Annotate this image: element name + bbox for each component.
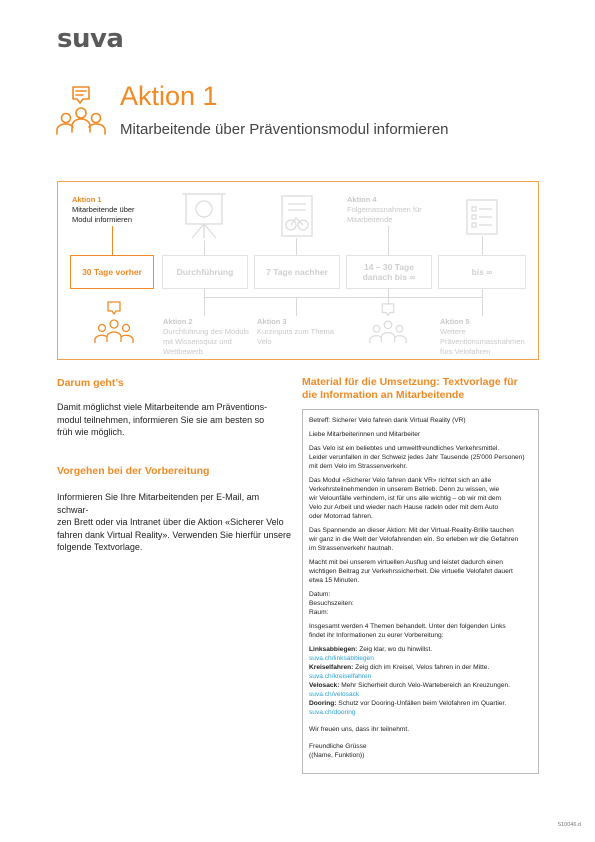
action-text: Kurzinputs zum Thema Velo	[257, 327, 334, 346]
letter-greeting: Liebe Mitarbeiterinnen und Mitarbeiter	[309, 431, 421, 438]
document-code: S10046.d	[557, 822, 581, 828]
letter-paragraph-2: Das Modul «Sicherer Velo fahren dank VR» richtet sich an alle Verkehrsteilnehmenden in unserem Betrieb. Denn zu wissen, wie wir Velounfälle verhindern, ist für uns alle wichtig – ob wir mit dem Velo zur Arbeit und wieder nach Hause radeln oder mit dem Auto oder Motorrad fahren.	[309, 477, 502, 520]
section-text-vorgehen	[57, 491, 292, 554]
link-linksabbiegen[interactable]: suva.ch/linksabbiegen	[309, 655, 374, 662]
presentation-board-icon	[182, 188, 226, 240]
action-text: Weitere Präventionsmassnahmen fürs Velofahren	[440, 327, 525, 356]
link-kreiselfahren[interactable]: suva.ch/kreiselfahren	[309, 673, 372, 680]
letter-paragraph-3: Das Spannende an dieser Aktion: Mit der Virtual-Reality-Brille tauchen wir ganz in die Welt der Velofahrenden ein. So erleben wir die Gefahren im Strassenverkehr hautnah.	[309, 527, 519, 552]
section-title-vorgehen: Vorgehen bei der Vorbereitung	[57, 465, 210, 477]
connector-line	[204, 289, 205, 316]
link-dooring[interactable]: suva.ch/dooring	[309, 709, 356, 716]
text-line: früh wie möglich.	[57, 427, 125, 437]
text-line: modul teilnehmen, informieren Sie sie am besten so	[57, 414, 265, 425]
step-30-tage-vorher: 30 Tage vorher	[70, 255, 154, 289]
material-title	[302, 376, 539, 402]
letter-paragraph-1: Das Velo ist ein beliebtes und umweltfreundliches Verkehrsmittel. Leider verunfallen in der Schweiz jedes Jahr Tausende (25'000 Personen) mit dem Velo im Strassenverkehr.	[309, 445, 525, 470]
action-title: Aktion 3	[257, 317, 287, 326]
step-durchfuehrung: Durchführung	[162, 255, 248, 289]
step-label-line1: 14 – 30 Tage	[364, 262, 414, 272]
action-text: Durchführung des Moduls mit Wissensquiz und Wettbewerb	[163, 327, 249, 356]
title-line: die Information an Mitarbeitende	[302, 389, 465, 401]
letter-paragraph-5: Insgesamt werden 4 Themen behandelt. Unter den folgenden Links findet ihr Informationen zu eurer Vorbereitung:	[309, 623, 506, 639]
section-title-darum: Darum geht’s	[57, 377, 124, 389]
page-title: Aktion 1	[120, 81, 218, 111]
letter-paragraph-4: Macht mit bei unserem virtuellen Ausflug und leistet dadurch einen wichtigen Beitrag zur Verkehrssicherheit. Die virtuelle Velofahrt dauert etwa 15 Minuten.	[309, 559, 513, 584]
people-speech-icon	[368, 302, 408, 344]
action-timeline	[57, 181, 539, 360]
suva-logo: suva	[57, 24, 124, 54]
action-title: Aktion 1	[72, 195, 102, 204]
letter-regards: Freundliche Grüsse ((Name, Funktion))	[309, 743, 367, 759]
action-title: Aktion 4	[347, 195, 377, 204]
connector-line	[388, 226, 389, 255]
text-line: fahren dank Virtual Reality». Verwenden Sie hierfür unsere	[57, 529, 291, 540]
letter-fields: Datum: Besuchszeiten: Raum:	[309, 591, 354, 616]
title-line: Material für die Umsetzung: Textvorlage für	[302, 376, 518, 388]
page-subtitle: Mitarbeitende über Präventionsmodul informieren	[120, 121, 449, 138]
text-line: folgende Textvorlage.	[57, 542, 143, 552]
timeline-action-5	[440, 317, 536, 357]
connector-line	[482, 236, 483, 255]
step-7-tage-nachher: 7 Tage nachher	[254, 255, 340, 289]
link-velosack[interactable]: suva.ch/velosack	[309, 691, 360, 698]
letter-closing: Wir freuen uns, dass ihr teilnehmt.	[309, 726, 410, 733]
letter-topics: Linksabbiegen: Zeig klar, wo du hinwillst. suva.ch/linksabbiegen Kreiselfahren: Zeig dich im Kreisel, Velos fahren in der Mitte. suva.ch/kreiselfahren Velosack: Mehr Sicherheit durch Velo-Wartebereich an Kreuzungen. suva.ch/velosack Dooring: Schutz vor Dooring-Unfällen beim Velofahren im Quartier. suva.ch/dooring	[309, 646, 510, 716]
action-title: Aktion 5	[440, 317, 470, 326]
step-bis-unendlich: bis ∞	[438, 255, 526, 289]
timeline-action-3	[257, 317, 337, 347]
step-label-line2: danach bis ∞	[362, 272, 416, 282]
letter-template	[302, 409, 539, 774]
connector-line	[482, 289, 483, 316]
action-text: Folgemassnahmen für Mitarbeitende	[347, 205, 422, 224]
step-14-30-tage	[346, 255, 432, 289]
text-line: Informieren Sie Ihre Mitarbeitenden per E-Mail, am schwar-	[57, 492, 260, 515]
connector-line	[296, 297, 297, 316]
connector-line	[204, 297, 482, 298]
action-title: Aktion 2	[163, 317, 193, 326]
text-line: Damit möglichst viele Mitarbeitende am Präventions-	[57, 402, 268, 412]
letter-subject: Betreff: Sicherer Velo fahren dank Virtual Reality (VR)	[309, 417, 466, 424]
checklist-icon	[465, 198, 499, 236]
timeline-action-2	[163, 317, 255, 357]
timeline-action-1	[72, 195, 156, 225]
section-text-darum	[57, 401, 287, 439]
connector-line	[296, 238, 297, 255]
people-speech-icon	[55, 84, 107, 136]
text-line: zen Brett oder via Intranet über die Aktion «Sicherer Velo	[57, 517, 284, 527]
action-text: Mitarbeitende über Modul informieren	[72, 205, 135, 224]
connector-line	[204, 240, 205, 255]
connector-line	[112, 226, 113, 255]
timeline-action-4	[347, 195, 437, 225]
bicycle-document-icon	[280, 192, 314, 238]
people-speech-icon	[94, 300, 134, 344]
